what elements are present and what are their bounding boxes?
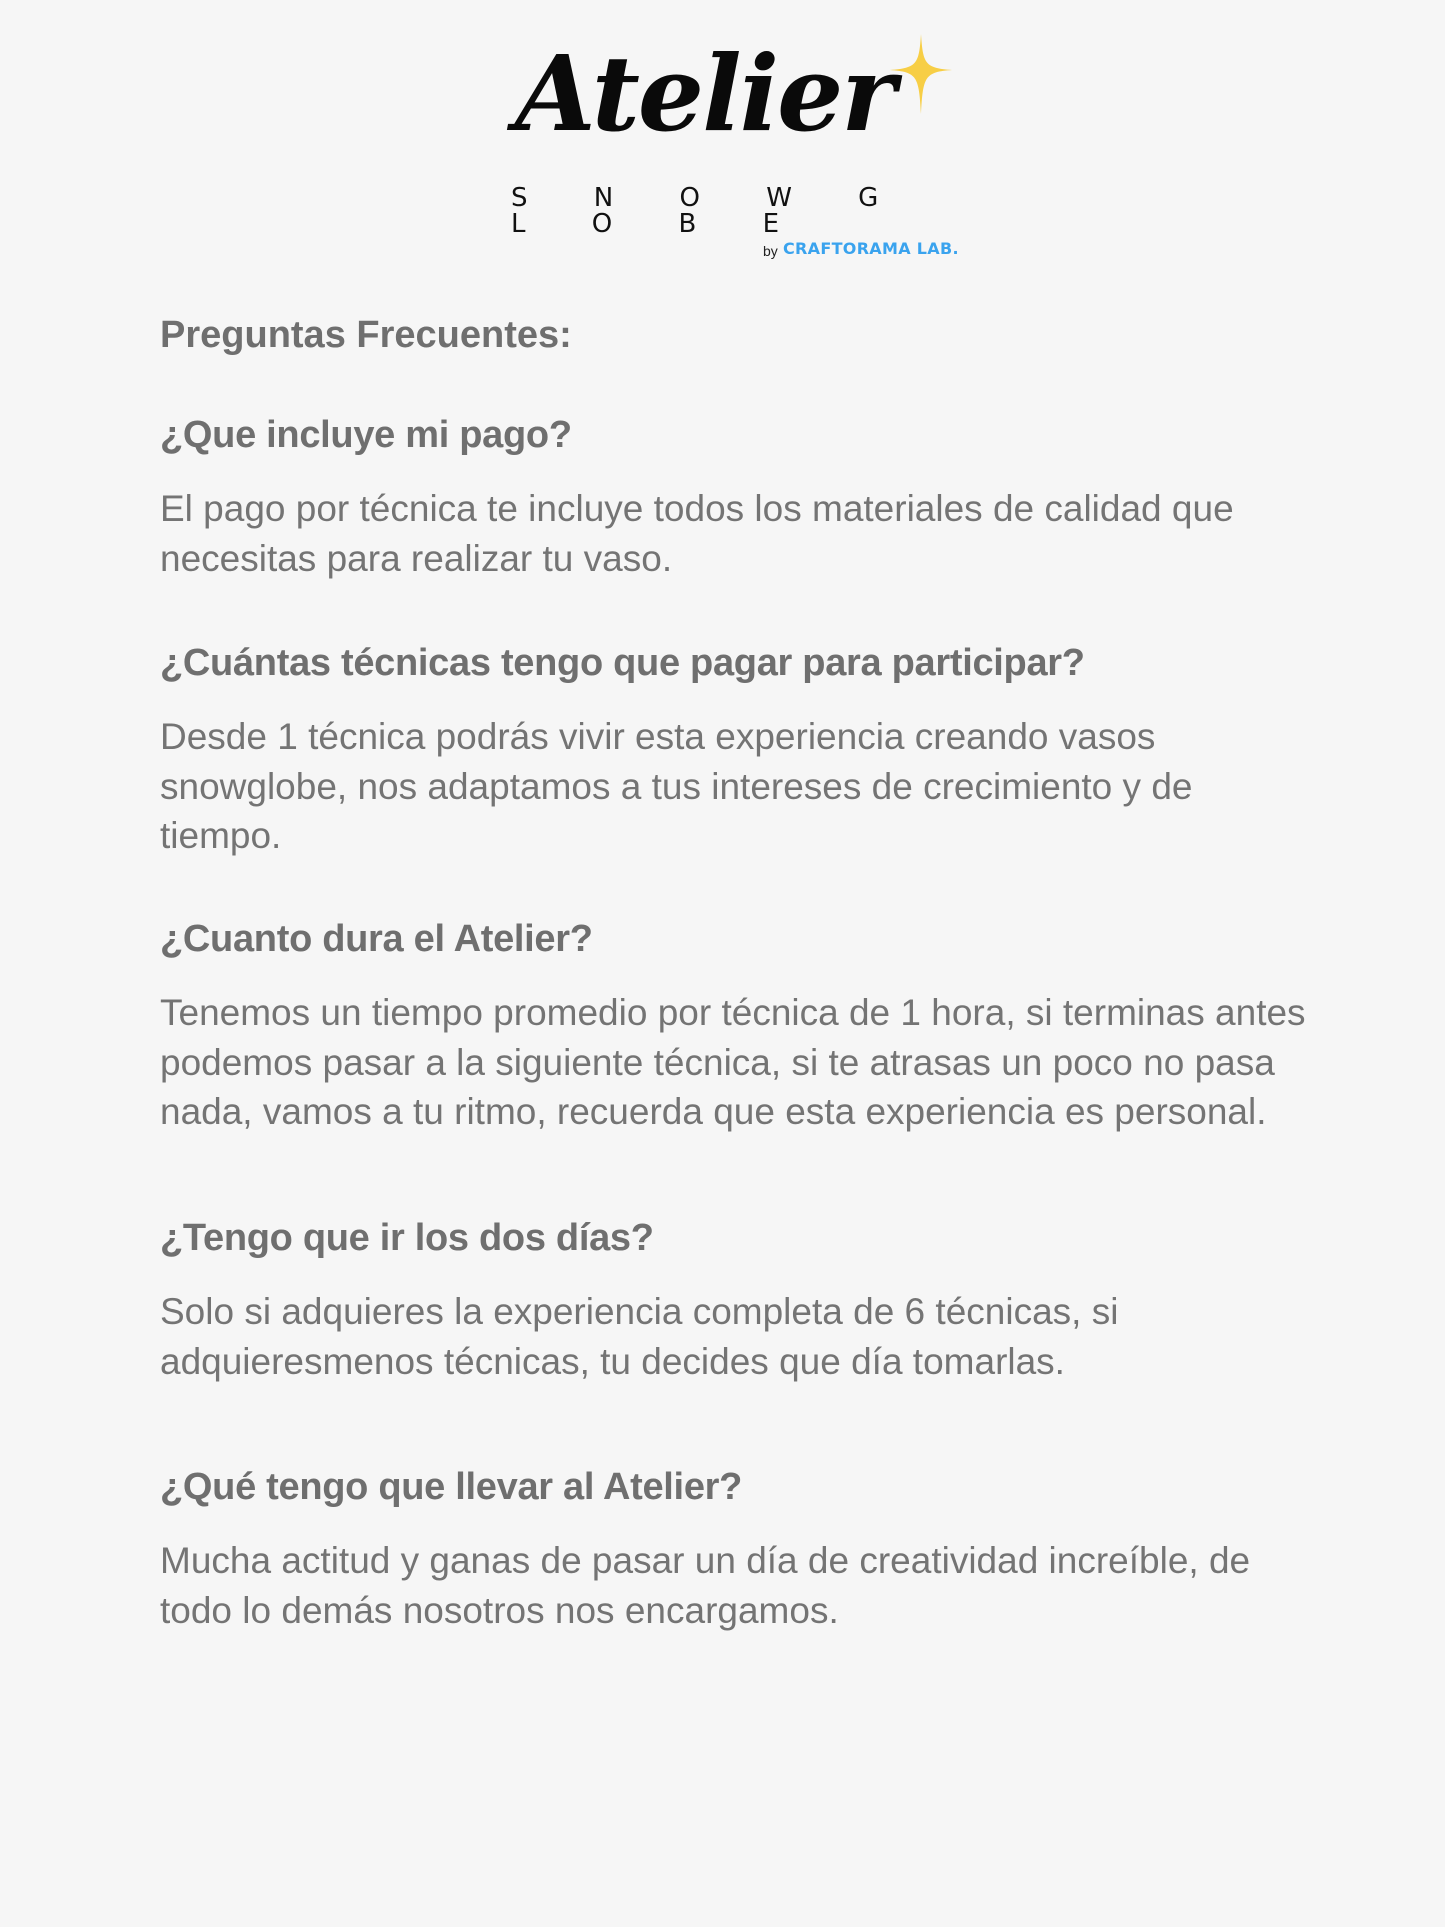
faq-question: ¿Cuántas técnicas tengo que pagar para participar?	[160, 642, 1085, 684]
faq-question: ¿Qué tengo que llevar al Atelier?	[160, 1466, 743, 1508]
atelier-snowglobe-logo	[505, 30, 965, 270]
faq-item	[160, 1215, 1310, 1386]
sparkle-star-icon	[890, 34, 952, 114]
faq-item	[160, 1464, 1310, 1635]
faq-title: Preguntas Frecuentes:	[160, 314, 572, 356]
faq-answer: El pago por técnica te incluye todos los materiales de calidad que necesitas para realizar tu vaso.	[160, 488, 1234, 579]
faq-item	[160, 412, 1310, 583]
faq-item	[160, 916, 1310, 1137]
logo-subtitle: S N O W G L O B E	[511, 183, 908, 239]
logo-script-text: Atelier	[515, 32, 895, 155]
faq-question: ¿Que incluye mi pago?	[160, 414, 572, 456]
faq-answer: Desde 1 técnica podrás vivir esta experiencia creando vasos snowglobe, nos adaptamos a tus intereses de crecimiento y de tiempo.	[160, 716, 1193, 856]
faq-answer: Mucha actitud y ganas de pasar un día de creatividad increíble, de todo lo demás nosotros nos encargamos.	[160, 1540, 1251, 1631]
faq-question: ¿Tengo que ir los dos días?	[160, 1217, 654, 1259]
faq-answer: Solo si adquieres la experiencia completa de 6 técnicas, si adquieresmenos técnicas, tu decides que día tomarlas.	[160, 1291, 1119, 1382]
craftorama-lab-brand: CRAFTORAMA LAB.	[783, 239, 959, 258]
faq-item	[160, 640, 1310, 861]
faq-question: ¿Cuanto dura el Atelier?	[160, 918, 593, 960]
faq-answer: Tenemos un tiempo promedio por técnica de 1 hora, si terminas antes podemos pasar a la siguiente técnica, si te atrasas un poco no pasa nada, vamos a tu ritmo, recuerda que esta experiencia es personal.	[160, 992, 1306, 1132]
logo-by-label: by	[763, 243, 778, 259]
faq-section	[160, 312, 1310, 1631]
